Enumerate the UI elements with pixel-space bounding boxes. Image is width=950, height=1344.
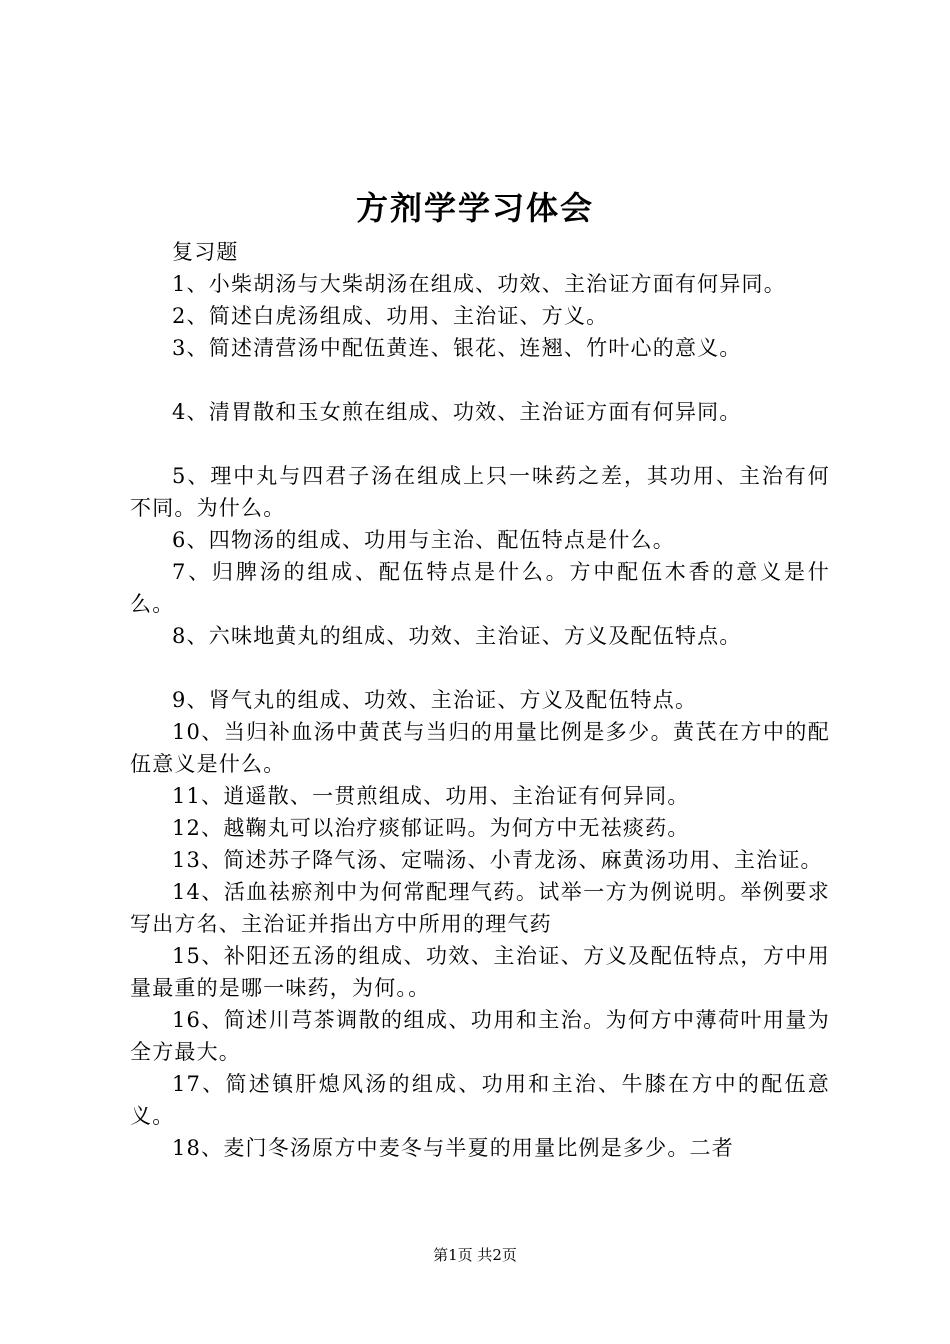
paragraph-spacer <box>130 364 830 396</box>
question-paragraph: 12、越鞠丸可以治疗痰郁证吗。为何方中无祛痰药。 <box>172 816 690 840</box>
question-paragraph: 复习题 <box>172 240 239 264</box>
question-paragraph: 13、简述苏子降气汤、定喘汤、小青龙汤、麻黄汤功用、主治证。 <box>172 848 823 872</box>
question-paragraph: 3、简述清营汤中配伍黄连、银花、连翘、竹叶心的意义。 <box>172 336 742 360</box>
question-paragraph: 11、逍遥散、一贯煎组成、功用、主治证有何异同。 <box>172 784 690 808</box>
question-paragraph: 15、补阳还五汤的组成、功效、主治证、方义及配伍特点，方中用量最重的是哪一味药，为何。。 <box>130 944 830 1000</box>
question-paragraph: 1、小柴胡汤与大柴胡汤在组成、功效、主治证方面有何异同。 <box>172 272 786 296</box>
paragraph-spacer <box>130 428 830 460</box>
question-paragraph: 9、肾气丸的组成、功效、主治证、方义及配伍特点。 <box>172 688 698 712</box>
question-paragraph: 2、简述白虎汤组成、功用、主治证、方义。 <box>172 304 609 328</box>
question-paragraph: 18、麦门冬汤原方中麦冬与半夏的用量比例是多少。二者 <box>172 1136 734 1160</box>
question-paragraph: 5、理中丸与四君子汤在组成上只一味药之差，其功用、主治有何不同。为什么。 <box>130 464 830 520</box>
question-paragraph: 14、活血祛瘀剂中为何常配理气药。试举一方为例说明。举例要求写出方名、主治证并指出方中所用的理气药 <box>130 880 830 936</box>
page-footer: 第1页 共2页 <box>433 1246 517 1264</box>
question-paragraph: 10、当归补血汤中黄芪与当归的用量比例是多少。黄芪在方中的配伍意义是什么。 <box>130 720 830 776</box>
question-paragraph: 4、清胃散和玉女煎在组成、功效、主治证方面有何异同。 <box>172 400 742 424</box>
question-paragraph: 16、简述川芎茶调散的组成、功用和主治。为何方中薄荷叶用量为全方最大。 <box>130 1008 830 1064</box>
document-body <box>130 236 830 1164</box>
question-paragraph: 7、归脾汤的组成、配伍特点是什么。方中配伍木香的意义是什么。 <box>130 560 830 616</box>
question-paragraph: 17、简述镇肝熄风汤的组成、功用和主治、牛膝在方中的配伍意义。 <box>130 1072 830 1128</box>
document-title: 方剂学学习体会 <box>355 189 594 227</box>
question-paragraph: 6、四物汤的组成、功用与主治、配伍特点是什么。 <box>172 528 675 552</box>
question-paragraph: 8、六味地黄丸的组成、功效、主治证、方义及配伍特点。 <box>172 624 742 648</box>
paragraph-spacer <box>130 652 830 684</box>
